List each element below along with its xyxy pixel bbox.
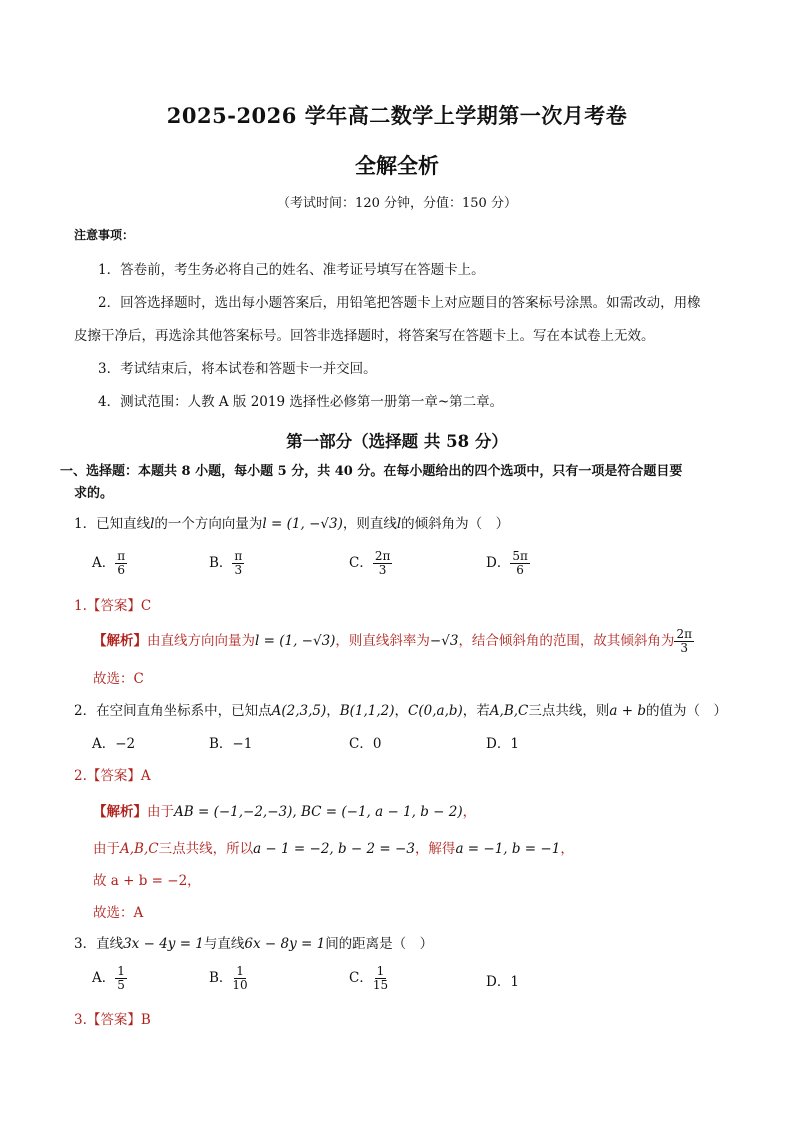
page-title: 2025-2026 学年高二数学上学期第一次月考卷 [166, 103, 628, 128]
question-1-option-a: A． $\frac{\pi}{6}$ [92, 549, 126, 577]
section-instructions-line-2: 求的。 [74, 486, 114, 501]
notes-heading: 注意事项： [74, 228, 135, 242]
note-item-2-line-1: 2．回答选择题时，选出每小题答案后，用铅笔把答题卡上对应题目的答案标号涂黑。如需改动，用橡 [98, 295, 701, 311]
question-1-analysis: 【解析】由直线方向向量为l = (1, −√3)，则直线斜率为−√3，结合倾斜角的范围，故其倾斜角为 $\frac{2\pi}{3}$ [93, 627, 692, 655]
question-1-option-c: C． $\frac{2\pi}{3}$ [349, 549, 391, 577]
question-3-answer: 3.【答案】B [74, 1012, 151, 1028]
note-item-2-line-2: 皮擦干净后，再选涂其他答案标号。回答非选择题时，将答案写在答题卡上。写在本试卷上无效。 [74, 328, 655, 344]
question-2-option-b: B．−1 [209, 736, 253, 752]
section-instructions-line-1: 一、选择题：本题共 8 小题，每小题 5 分，共 40 分。在每小题给出的四个选项中，只有一项是符合题目要 [60, 464, 683, 479]
exam-info: （考试时间：120 分钟，分值：150 分） [277, 196, 517, 211]
question-1-option-d: D． $\frac{5\pi}{6}$ [486, 549, 528, 577]
question-2-option-a: A．−2 [92, 736, 136, 752]
question-3-option-d: D．1 [486, 974, 519, 990]
question-2-answer: 2.【答案】A [74, 768, 151, 784]
note-item-3: 3．考试结束后，将本试卷和答题卡一并交回。 [98, 361, 377, 377]
question-1-option-b: B． $\frac{\pi}{3}$ [209, 549, 243, 577]
question-1-stem: 1．已知直线l的一个方向向量为l = (1, −√3)，则直线l的倾斜角为（ ） [74, 516, 510, 532]
question-1-choose: 故选：C [93, 671, 144, 687]
question-2-choose: 故选：A [93, 905, 144, 921]
question-2-option-c: C．0 [349, 736, 382, 752]
question-1-answer: 1.【答案】C [74, 598, 152, 614]
question-2-stem: 2．在空间直角坐标系中，已知点A(2,3,5)，B(1,1,2)，C(0,a,b)，若A,B,C三点共线，则a + b的值为（ ） [74, 703, 727, 719]
page-subtitle: 全解全析 [355, 153, 439, 178]
question-2-option-d: D．1 [486, 736, 519, 752]
note-item-4: 4．测试范围：人教 A 版 2019 选择性必修第一册第一章~第二章。 [98, 394, 504, 410]
question-3-option-a: A． $\frac{1}{5}$ [92, 964, 125, 992]
section-title: 第一部分（选择题 共 58 分） [286, 432, 508, 451]
question-2-analysis: 【解析】由于AB = (−1,−2,−3), BC = (−1, a − 1, b − 2)， [93, 804, 477, 820]
question-2-analysis-line-2: 由于A,B,C三点共线，所以a − 1 = −2, b − 2 = −3，解得a = −1, b = −1， [93, 841, 574, 857]
question-3-option-b: B． $\frac{1}{10}$ [209, 964, 248, 992]
question-3-stem: 3．直线3x − 4y = 1与直线6x − 8y = 1间的距离是（ ） [74, 936, 434, 952]
note-item-1: 1．答卷前，考生务必将自己的姓名、准考证号填写在答题卡上。 [98, 262, 485, 278]
question-3-option-c: C． $\frac{1}{15}$ [349, 964, 389, 992]
question-2-analysis-line-3: 故 a + b = −2， [93, 873, 201, 889]
